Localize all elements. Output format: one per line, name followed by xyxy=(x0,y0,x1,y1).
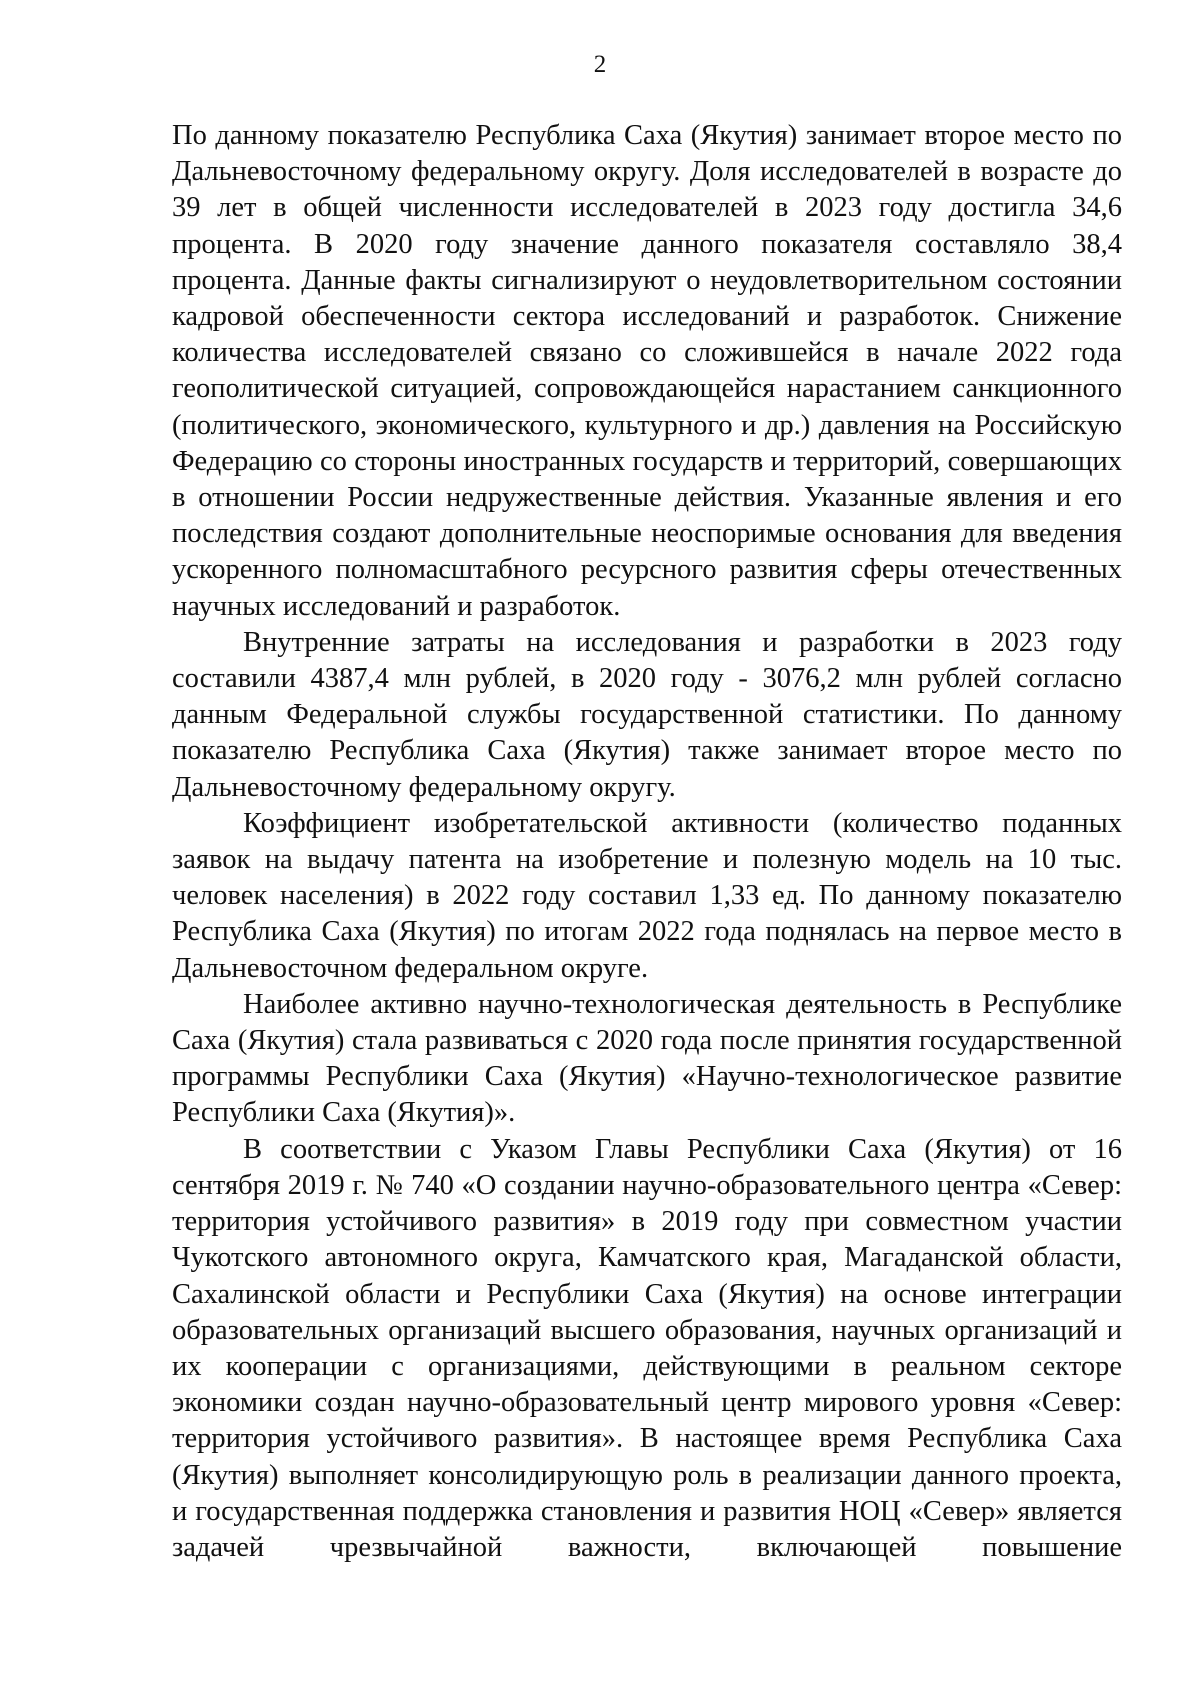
paragraph-state-program: Наиболее активно научно-технологическая деятельность в Республике Саха (Якутия) стала развиваться с 2020 года после принятия государственной программы Республики Саха (Якутия) «Научно-технологическое развитие Республики Саха (Якутия)». xyxy=(172,988,1122,1129)
paragraph-noc-sever: В соответствии с Указом Главы Республики Саха (Якутия) от 16 сентября 2019 г. № 740 «О создании научно-образовательного центра «Север: территория устойчивого развития» в 2019 году при совместном участии Чукотского автономного округа, Камчатского края, Магаданской области, Сахалинской области и Республики Саха (Якутия) на основе интеграции образовательных организаций высшего образования, научных организаций и их кооперации с организациями, действующими в реальном секторе экономики создан научно-образовательный центр мирового уровня «Север: территория устойчивого развития». В настоящее время Республика Саха (Якутия) выполняет консолидирующую роль в реализации данного проекта, и государственная поддержка становления и развития НОЦ «Север» является задачей чрезвычайной важности, включающей повышение xyxy=(172,1133,1122,1563)
paragraph-researchers-share: По данному показателю Республика Саха (Якутия) занимает второе место по Дальневосточному федеральному округу. Доля исследователей в возрасте до 39 лет в общей численности исследователей в 2023 году достигла 34,6 процента. В 2020 году значение данного показателя составляло 38,4 процента. Данные факты сигнализируют о неудовлетворительном состоянии кадровой обеспеченности сектора исследований и разработок. Снижение количества исследователей связано со сложившейся в начале 2022 года геополитической ситуацией, сопровождающейся нарастанием санкционного (политического, экономического, культурного и др.) давления на Российскую Федерацию со стороны иностранных государств и территорий, совершающих в отношении России недружественные действия. Указанные явления и его последствия создают дополнительные неоспоримые основания для введения ускоренного полномасштабного ресурсного развития сферы отечественных научных исследований и разработок. xyxy=(172,120,1122,622)
page-number: 2 xyxy=(593,51,607,78)
paragraph-internal-expenditures: Внутренние затраты на исследования и разработки в 2023 году составили 4387,4 млн рублей, в 2020 году - 3076,2 млн рублей согласно данным Федеральной службы государственной статистики. По данному показателю Республика Саха (Якутия) также занимает второе место по Дальневосточному федеральному округу. xyxy=(172,626,1122,803)
document-body xyxy=(172,118,1122,1566)
paragraph-inventive-activity: Коэффициент изобретательской активности (количество поданных заявок на выдачу патента на изобретение и полезную модель на 10 тыс. человек населения) в 2022 году составил 1,33 ед. По данному показателю Республика Саха (Якутия) по итогам 2022 года поднялась на первое место в Дальневосточном федеральном округе. xyxy=(172,807,1122,984)
